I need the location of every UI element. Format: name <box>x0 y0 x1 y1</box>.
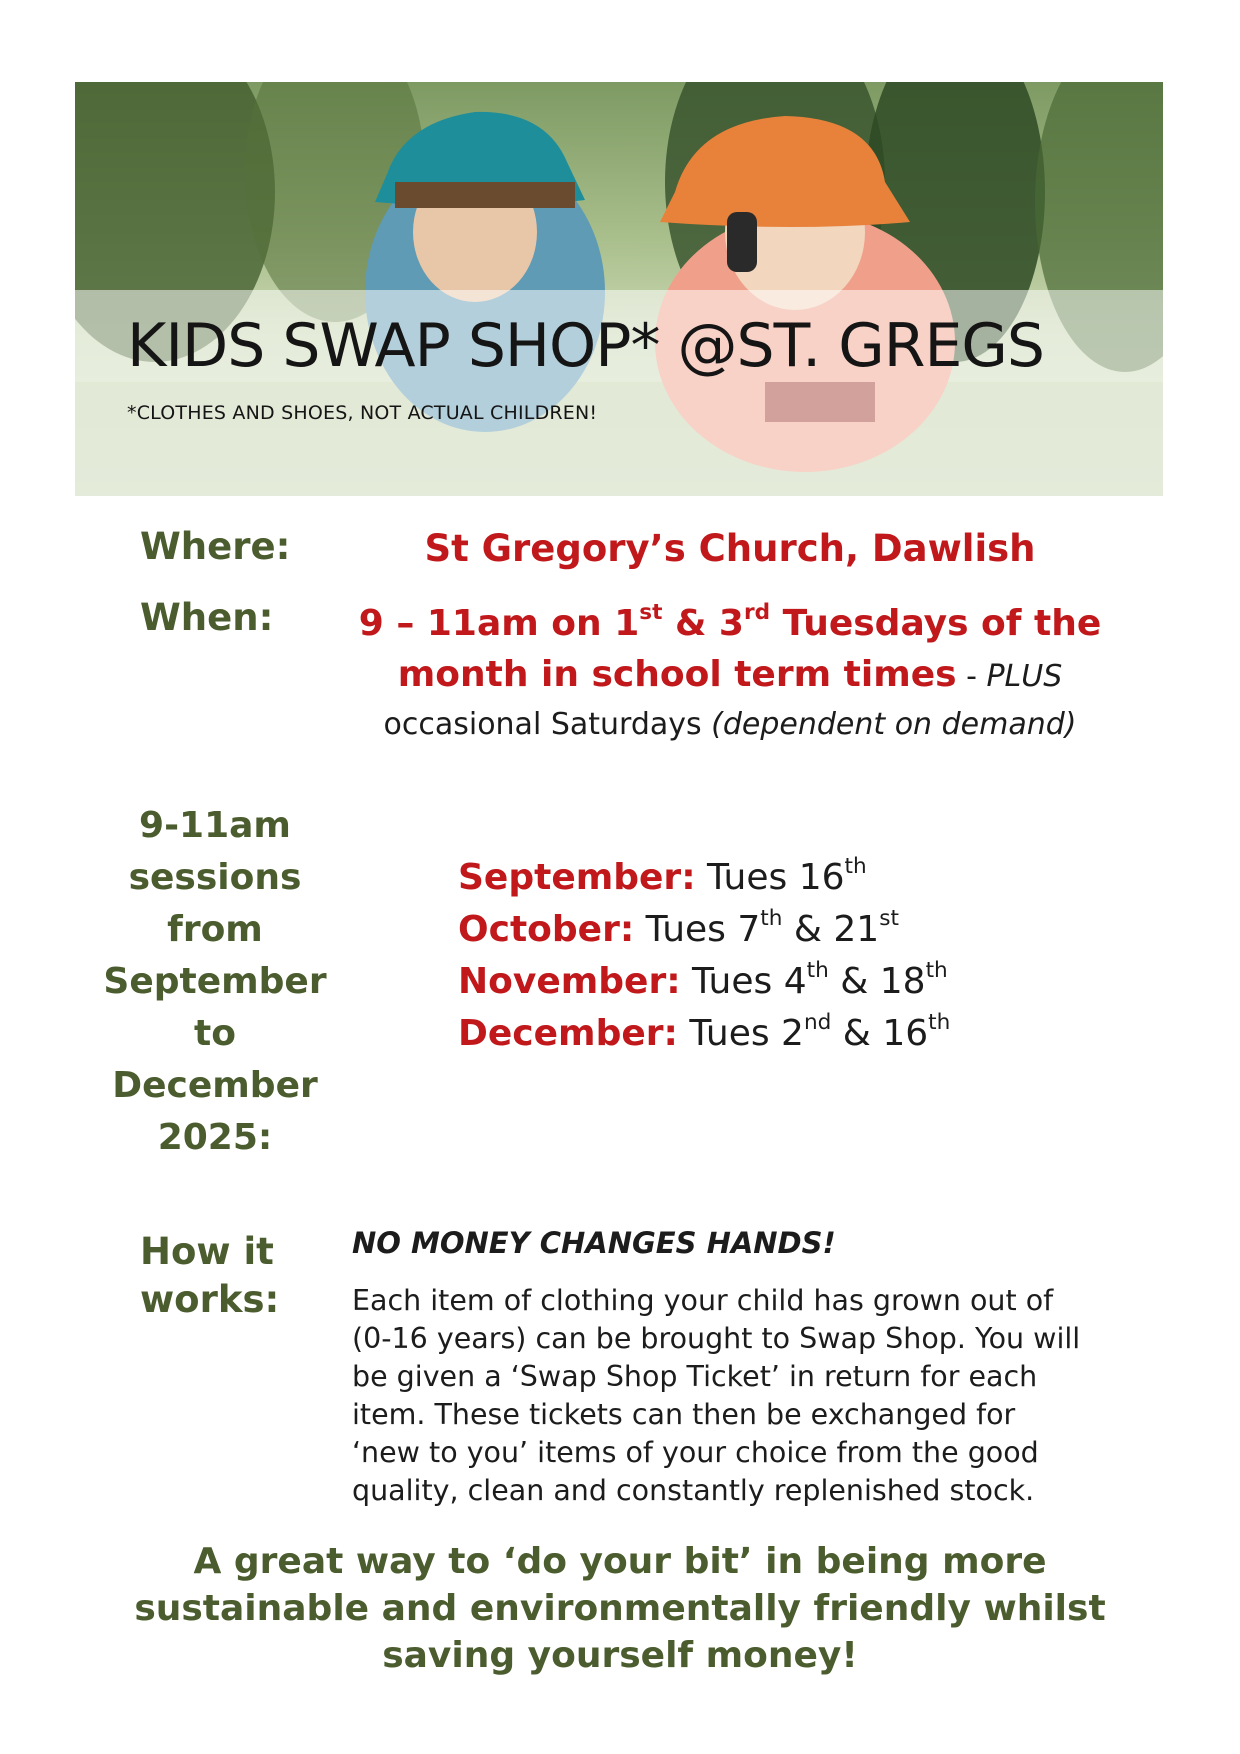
date-row-november: November: Tues 4th & 18th <box>458 957 948 1002</box>
tagline: A great way to ‘do your bit’ in being more sustainable and environmentally friendly whilst saving yourself money! <box>134 1541 1106 1676</box>
no-money-heading: NO MONEY CHANGES HANDS! <box>352 1226 836 1260</box>
how-it-works-label: How it works: <box>140 1230 280 1321</box>
how-it-works-text: Each item of clothing your child has grown out of (0-16 years) can be brought to Swap Shop. You will be given a ‘Swap Shop Ticket’ in return for each item. These tickets can then be exchanged for ‘new to you’ items of your choice from the good quality, clean and constantly replenished stock. <box>352 1284 1081 1507</box>
when-line-1: 9 – 11am on 1st & 3rd Tuesdays of the <box>358 599 1102 644</box>
when-line-3: occasional Saturdays (dependent on demand) <box>383 707 1077 742</box>
banner-subtitle: *CLOTHES AND SHOES, NOT ACTUAL CHILDREN! <box>127 402 598 424</box>
banner-title: KIDS SWAP SHOP* @ST. GREGS <box>127 311 1044 381</box>
plus-text: PLUS <box>986 659 1063 694</box>
where-label: Where: <box>140 525 291 568</box>
when-details <box>340 598 1120 748</box>
when-label: When: <box>140 596 274 639</box>
session-dates-list <box>458 852 950 1060</box>
date-row-september: September: Tues 16th <box>458 853 867 898</box>
banner-photo <box>75 82 1163 496</box>
date-row-october: October: Tues 7th & 21st <box>458 905 899 950</box>
date-row-december: December: Tues 2nd & 16th <box>458 1009 951 1054</box>
sessions-label: 9-11am sessions from September to December 2025: <box>103 805 327 1158</box>
when-line-2: month in school term times - PLUS <box>397 654 1063 695</box>
where-value: St Gregory’s Church, Dawlish <box>424 527 1036 570</box>
